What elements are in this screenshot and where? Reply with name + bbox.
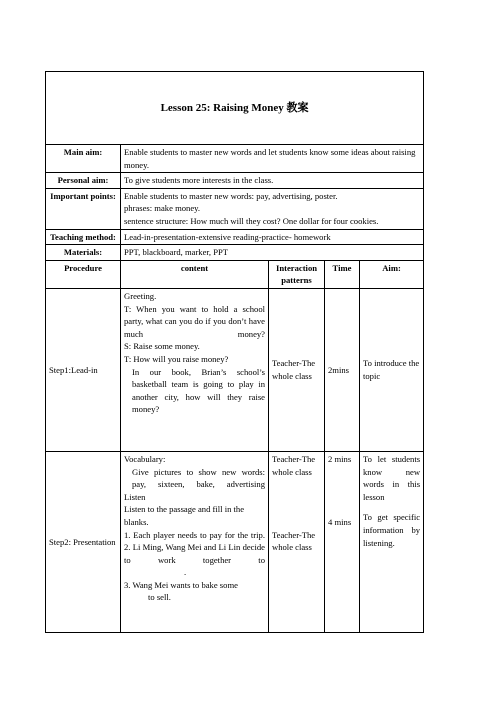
step2-line: to sell. — [148, 592, 171, 603]
header-content: content — [121, 260, 269, 288]
step1-line: T: When you want to hold a school party, what can you do if you don’t have much money? — [124, 303, 265, 339]
main-aim-label: Main aim: — [46, 145, 121, 173]
materials-label: Materials: — [46, 245, 121, 261]
step2-time — [325, 451, 360, 632]
step2-time-1: 2 mins — [328, 453, 352, 464]
step1-row — [46, 288, 424, 451]
step1-line: T: How will you raise money? — [124, 353, 229, 364]
step2-aim-2: To get specific information by listening. — [363, 512, 421, 548]
step2-row — [46, 451, 424, 632]
main-aim-row — [46, 145, 424, 173]
title-row — [46, 72, 424, 145]
important-point-structure: sentence structure: How much will they cost? One dollar for four cookies. — [124, 215, 379, 226]
step2-line: 2. Li Ming, Wang Mei and Li Lin decide to work together to — [124, 542, 265, 565]
personal-aim-text: To give students more interests in the class. — [121, 173, 424, 189]
step2-line: Listen — [124, 491, 146, 502]
step1-line: Greeting. — [124, 290, 157, 301]
header-interaction: Interaction patterns — [269, 260, 325, 288]
important-points-label: Important points: — [46, 188, 121, 229]
important-point-phrases: phrases: make money. — [124, 203, 201, 214]
header-procedure: Procedure — [46, 260, 121, 288]
step1-content — [121, 288, 269, 451]
step2-content — [121, 451, 269, 632]
teaching-method-row — [46, 229, 424, 245]
step1-line: S: Raise some money. — [124, 341, 200, 352]
personal-aim-label: Personal aim: — [46, 173, 121, 189]
step2-line: 1. Each player needs to pay for the trip. — [124, 529, 265, 540]
procedure-header-row — [46, 260, 424, 288]
important-point-words: Enable students to master new words: pay, advertising, poster. — [124, 190, 338, 201]
header-aim: Aim: — [360, 260, 424, 288]
teaching-method-text: Lead-in-presentation-extensive reading-practice- homework — [121, 229, 424, 245]
lesson-title: Lesson 25: Raising Money 教案 — [46, 72, 424, 145]
materials-row — [46, 245, 424, 261]
step2-time-2: 4 mins — [328, 516, 352, 527]
step2-line: Vocabulary: — [124, 453, 166, 464]
step2-interaction — [269, 451, 325, 632]
materials-text: PPT, blackboard, marker, PPT — [121, 245, 424, 261]
header-time: Time — [325, 260, 360, 288]
step1-procedure: Step1:Lead-in — [46, 288, 121, 451]
teaching-method-label: Teaching method: — [46, 229, 121, 245]
main-aim-text: Enable students to master new words and let students know some ideas about raising money. — [121, 145, 424, 173]
step2-interaction-2: Teacher-The whole class — [272, 529, 316, 553]
step2-interaction-1: Teacher-The whole class — [272, 453, 316, 477]
step1-line: In our book, Brian’s school’s basketball team is going to play in another city, how will they raise money? — [132, 366, 265, 415]
step1-time: 2mins — [325, 288, 360, 451]
step2-line: Give pictures to show new words: pay, sixteen, bake, advertising — [132, 466, 265, 490]
step2-line: 3. Wang Mei wants to bake some — [124, 579, 238, 590]
personal-aim-row — [46, 173, 424, 189]
step2-aim — [360, 451, 424, 632]
step2-aim-1: To let students know new words in this lesson — [363, 453, 421, 502]
step1-aim: To introduce the topic — [360, 288, 424, 451]
step2-line: . — [184, 567, 187, 578]
important-points-row — [46, 188, 424, 229]
important-points-text — [121, 188, 424, 229]
step2-procedure: Step2: Presentation — [46, 451, 121, 632]
step1-interaction: Teacher-The whole class — [269, 288, 325, 451]
step2-line: Listen to the passage and fill in the blanks. — [124, 504, 245, 527]
lesson-plan-table — [45, 71, 424, 633]
